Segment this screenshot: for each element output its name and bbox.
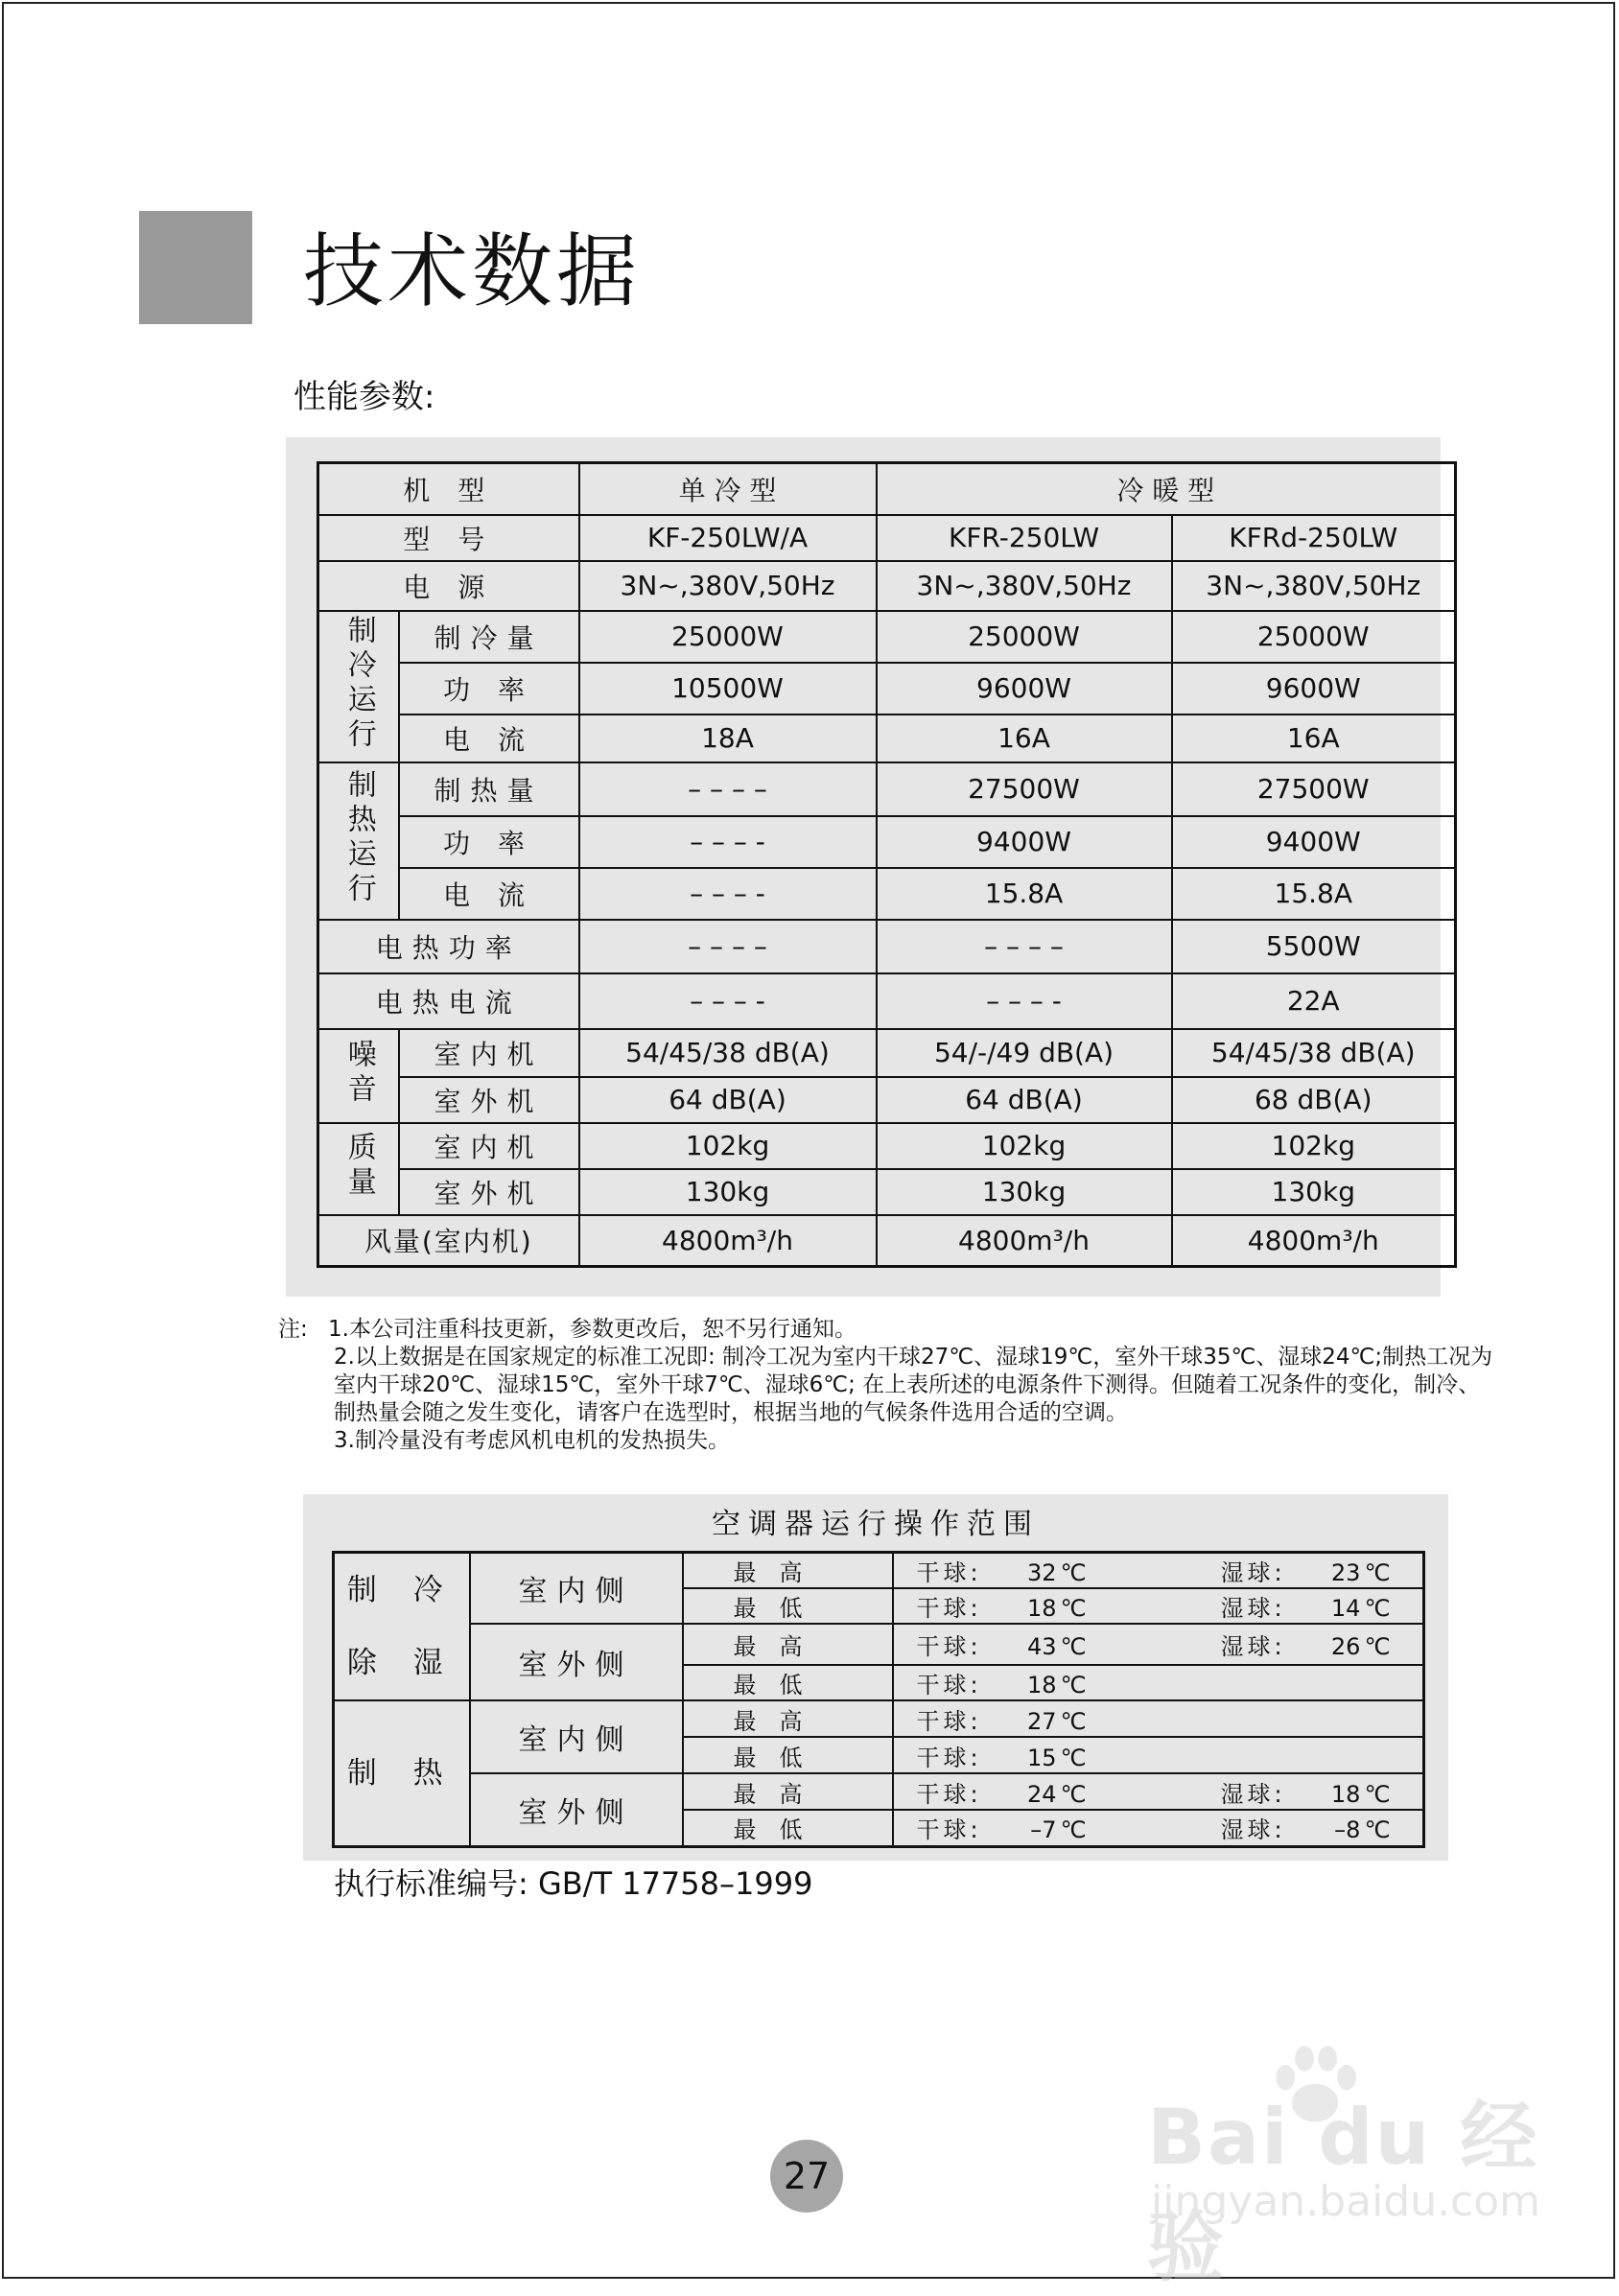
- mass-outdoor: 130kg: [1172, 1169, 1456, 1215]
- wet-label: 湿球:: [1220, 1816, 1286, 1844]
- cooling-capacity: 25000W: [579, 611, 877, 663]
- mass-outdoor: 130kg: [579, 1169, 877, 1215]
- heating-current: 15.8A: [877, 868, 1172, 920]
- note-2: 2.以上数据是在国家规定的标准工况即: 制冷工况为室内干球27℃、湿球19℃，室外干球35℃、湿球24℃;制热工况为室内干球20℃、湿球15℃，室外干球7℃、湿球6℃; 在上表所述的电源条件下测得。但随着工况条件的变化，制冷、制热量会随之发生变化，请客户在选型时，根据当地的气候条件选用合适的空调。: [334, 1345, 1493, 1425]
- cooling-capacity-label: 制冷量: [399, 611, 579, 663]
- level-max: 最高: [683, 1773, 893, 1810]
- heat-group-label: 制 热: [334, 1700, 470, 1846]
- electric-heat-power: – – – –: [877, 920, 1172, 973]
- dry-value: 18: [1026, 1672, 1057, 1699]
- wet-label: 湿球:: [1220, 1595, 1286, 1622]
- range-row-8: [893, 1810, 1424, 1846]
- wet-value: 26: [1330, 1633, 1361, 1660]
- heating-power: 9400W: [1172, 816, 1456, 868]
- cool-group-label-1: 制 冷: [346, 1573, 457, 1607]
- cooling-capacity: 25000W: [1172, 611, 1456, 663]
- range-row-2: [893, 1588, 1424, 1624]
- watermark-brand: Bai du 经验: [1147, 2093, 1539, 2292]
- unit: ℃: [1364, 1780, 1391, 1808]
- range-row-7: [893, 1773, 1424, 1810]
- page-number: 27: [770, 2140, 843, 2213]
- range-row-4: [893, 1665, 1424, 1700]
- dry-label: 干球:: [916, 1744, 982, 1771]
- noise-outdoor-label: 室外机: [399, 1077, 579, 1123]
- mass-outdoor: 130kg: [877, 1169, 1172, 1215]
- dry-label: 干球:: [916, 1816, 982, 1844]
- heating-current: – – – -: [579, 868, 877, 920]
- spec-table: [317, 461, 1457, 1268]
- heat-outdoor-label: 室外侧: [470, 1773, 683, 1846]
- dry-label: 干球:: [916, 1707, 982, 1735]
- dry-label: 干球:: [916, 1672, 982, 1699]
- watermark-url: jingyan.baidu.com: [1151, 2177, 1541, 2226]
- airflow: 4800m³/h: [579, 1215, 877, 1267]
- unit: ℃: [1060, 1672, 1087, 1699]
- note-1-text: 1.本公司注重科技更新，参数更改后，恕不另行通知。: [328, 1317, 856, 1342]
- dry-label: 干球:: [916, 1780, 982, 1808]
- single-cool-header: 单 冷 型: [579, 463, 877, 515]
- heating-current: 15.8A: [1172, 868, 1456, 920]
- cooling-current: 18A: [579, 715, 877, 762]
- wet-label: 湿球:: [1220, 1559, 1286, 1586]
- mass-group-label: 质量: [341, 1132, 376, 1201]
- electric-heat-power: 5500W: [1172, 920, 1456, 973]
- range-row-6: [893, 1737, 1424, 1773]
- wet-value: 23: [1330, 1559, 1361, 1586]
- wet-value: 14: [1330, 1595, 1361, 1622]
- level-max: 最高: [683, 1700, 893, 1737]
- title-marker: [139, 211, 252, 324]
- range-title: 空调器运行操作范围: [712, 1508, 1040, 1541]
- page-title: 技术数据: [303, 224, 642, 318]
- unit: ℃: [1060, 1816, 1087, 1844]
- dry-label: 干球:: [916, 1595, 982, 1622]
- dry-value: –7: [1030, 1816, 1057, 1844]
- electric-heat-power: – – – –: [579, 920, 877, 973]
- wet-value: 18: [1330, 1780, 1361, 1808]
- heating-current-label: 电 流: [399, 868, 579, 920]
- note-1: [278, 1316, 1496, 1344]
- cooling-capacity: 25000W: [877, 611, 1172, 663]
- cooling-power: 9600W: [1172, 663, 1456, 715]
- dry-label: 干球:: [916, 1633, 982, 1660]
- cooling-current: 16A: [877, 715, 1172, 762]
- heating-power: 9400W: [877, 816, 1172, 868]
- noise-outdoor: 68 dB(A): [1172, 1077, 1456, 1123]
- unit: ℃: [1060, 1780, 1087, 1808]
- electric-heat-current: – – – -: [579, 973, 877, 1029]
- airflow-label: 风量(室内机): [318, 1215, 579, 1267]
- mass-indoor: 102kg: [579, 1123, 877, 1169]
- model-no: KFRd-250LW: [1172, 515, 1456, 561]
- electric-heat-current-label: 电热电流: [318, 973, 579, 1029]
- unit: ℃: [1364, 1559, 1391, 1586]
- model-type-header: 机 型: [318, 463, 579, 515]
- heating-group-label: 制热运行: [341, 769, 376, 907]
- dry-value: 18: [1026, 1595, 1057, 1622]
- heat-pump-header: 冷 暖 型: [877, 463, 1456, 515]
- noise-group-label: 噪音: [341, 1039, 376, 1108]
- section-subtitle: 性能参数:: [293, 378, 435, 416]
- dry-label: 干球:: [916, 1559, 982, 1586]
- unit: ℃: [1364, 1595, 1391, 1622]
- dry-value: 15: [1026, 1744, 1057, 1771]
- wet-label: 湿球:: [1220, 1780, 1286, 1808]
- baidu-watermark: [1147, 2033, 1550, 2292]
- level-min: 最低: [683, 1737, 893, 1773]
- mass-indoor: 102kg: [877, 1123, 1172, 1169]
- range-row-3: [893, 1624, 1424, 1665]
- unit: ℃: [1364, 1633, 1391, 1660]
- range-table: [332, 1551, 1425, 1848]
- unit: ℃: [1060, 1707, 1087, 1735]
- unit: ℃: [1060, 1559, 1087, 1586]
- dry-value: 32: [1026, 1559, 1057, 1586]
- wet-value: –8: [1334, 1816, 1361, 1844]
- heat-indoor-label: 室内侧: [470, 1700, 683, 1773]
- unit: ℃: [1060, 1633, 1087, 1660]
- range-row-1: [893, 1553, 1424, 1589]
- cooling-group-label: 制冷运行: [341, 615, 376, 753]
- note-3: 3.制冷量没有考虑风机电机的发热损失。: [334, 1428, 730, 1453]
- unit: ℃: [1060, 1595, 1087, 1622]
- airflow: 4800m³/h: [877, 1215, 1172, 1267]
- heating-capacity: 27500W: [1172, 762, 1456, 816]
- cooling-current: 16A: [1172, 715, 1456, 762]
- notes-lead: 注:: [278, 1317, 308, 1342]
- unit: ℃: [1364, 1816, 1391, 1844]
- power-source: 3N~,380V,50Hz: [877, 561, 1172, 611]
- electric-heat-current: 22A: [1172, 973, 1456, 1029]
- level-max: 最高: [683, 1553, 893, 1589]
- cool-outdoor-label: 室外侧: [470, 1624, 683, 1700]
- wet-label: 湿球:: [1220, 1633, 1286, 1660]
- noise-outdoor: 64 dB(A): [877, 1077, 1172, 1123]
- unit: ℃: [1060, 1744, 1087, 1771]
- noise-indoor: 54/-/49 dB(A): [877, 1029, 1172, 1077]
- electric-heat-power-label: 电热功率: [318, 920, 579, 973]
- heating-capacity: – – – –: [579, 762, 877, 816]
- power-source: 3N~,380V,50Hz: [1172, 561, 1456, 611]
- mass-indoor-label: 室内机: [399, 1123, 579, 1169]
- heating-capacity: 27500W: [877, 762, 1172, 816]
- mass-outdoor-label: 室外机: [399, 1169, 579, 1215]
- noise-indoor-label: 室内机: [399, 1029, 579, 1077]
- notes: [278, 1316, 1496, 1455]
- heating-power: – – – -: [579, 816, 877, 868]
- power-source: 3N~,380V,50Hz: [579, 561, 877, 611]
- electric-heat-current: – – – -: [877, 973, 1172, 1029]
- cool-indoor-label: 室内侧: [470, 1553, 683, 1625]
- range-row-5: [893, 1700, 1424, 1737]
- mass-indoor: 102kg: [1172, 1123, 1456, 1169]
- model-no: KFR-250LW: [877, 515, 1172, 561]
- model-no-label: 型 号: [318, 515, 579, 561]
- heating-capacity-label: 制热量: [399, 762, 579, 816]
- power-source-label: 电 源: [318, 561, 579, 611]
- level-min: 最低: [683, 1588, 893, 1624]
- cooling-current-label: 电 流: [399, 715, 579, 762]
- standard-number: 执行标准编号: GB/T 17758–1999: [334, 1865, 813, 1902]
- noise-indoor: 54/45/38 dB(A): [1172, 1029, 1456, 1077]
- cool-group-label-2: 除 湿: [346, 1646, 457, 1680]
- heating-power-label: 功 率: [399, 816, 579, 868]
- level-max: 最高: [683, 1624, 893, 1665]
- dry-value: 43: [1026, 1633, 1057, 1660]
- level-min: 最低: [683, 1665, 893, 1700]
- cooling-power-label: 功 率: [399, 663, 579, 715]
- dry-value: 27: [1026, 1707, 1057, 1735]
- cooling-power: 10500W: [579, 663, 877, 715]
- noise-indoor: 54/45/38 dB(A): [579, 1029, 877, 1077]
- model-no: KF-250LW/A: [579, 515, 877, 561]
- airflow: 4800m³/h: [1172, 1215, 1456, 1267]
- dry-value: 24: [1026, 1780, 1057, 1808]
- cooling-power: 9600W: [877, 663, 1172, 715]
- noise-outdoor: 64 dB(A): [579, 1077, 877, 1123]
- level-min: 最低: [683, 1810, 893, 1846]
